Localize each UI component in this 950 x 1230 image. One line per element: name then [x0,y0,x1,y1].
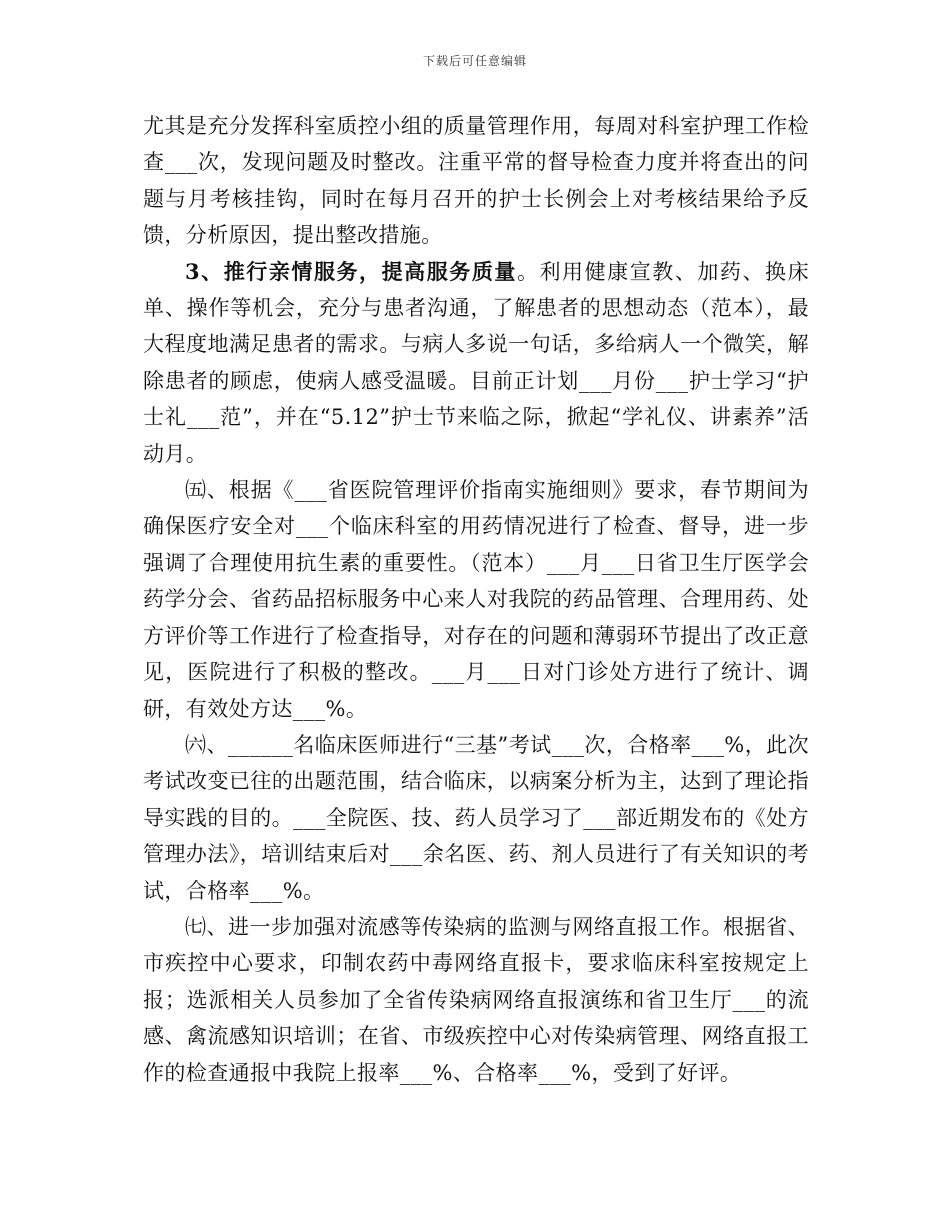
paragraph-item-7: ㈦、进一步加强对流感等传染病的监测与网络直报工作。根据省、市疾控中心要求，印制农药中毒网络直报卡，要求临床科室按规定上报；选派相关人员参加了全省传染病网络直报演练和省卫生厅___的流感、禽流感知识培训；在省、市级疾控中心对传染病管理、网络直报工作的检查通报中我院上报率___%、合格率___%，受到了好评。 [143,914,809,1085]
paragraph-item-5: ㈤、根据《___省医院管理评价指南实施细则》要求，春节期间为确保医疗安全对___个临床科室的用药情况进行了检查、督导，进一步强调了合理使用抗生素的重要性。（范本）___月___日省卫生厅医学会药学分会、省药品招标服务中心来人对我院的药品管理、合理用药、处方评价等工作进行了检查指导，对存在的问题和薄弱环节提出了改正意见，医院进行了积极的整改。___月___日对门诊处方进行了统计、调研，有效处方达___%。 [143,478,809,721]
paragraph-service [143,254,809,472]
document-body [143,108,809,1091]
paragraph-service-text: 。利用健康宣教、加药、换床单、操作等机会，充分与患者沟通，了解患者的思想动态（范本），最大程度地满足患者的需求。与病人多说一句话，多给病人一个微笑，解除患者的顾虑，使病人感受温暖。目前正计划___月份___护士学习“护士礼___范”，并在“5.12”护士节来临之际，掀起“学礼仪、讲素养”活动月。 [143,259,809,466]
paragraph-service-heading: 3、推行亲情服务，提高服务质量 [185,258,517,284]
page-header-note: 下载后可任意编辑 [422,54,527,68]
paragraph-quality-control: 尤其是充分发挥科室质控小组的质量管理作用，每周对科室护理工作检查___次，发现问题及时整改。注重平常的督导检查力度并将查出的问题与月考核挂钩，同时在每月召开的护士长例会上对考核结果给予反馈，分析原因，提出整改措施。 [143,114,809,248]
paragraph-item-6: ㈥、______名临床医师进行“三基”考试___次，合格率___%，此次考试改变已往的出题范围，结合临床，以病案分析为主，达到了理论指导实践的目的。___全院医、技、药人员学习了___部近期发布的《处方管理办法》，培训结束后对___余名医、药、剂人员进行了有关知识的考试，合格率___%。 [143,732,809,903]
